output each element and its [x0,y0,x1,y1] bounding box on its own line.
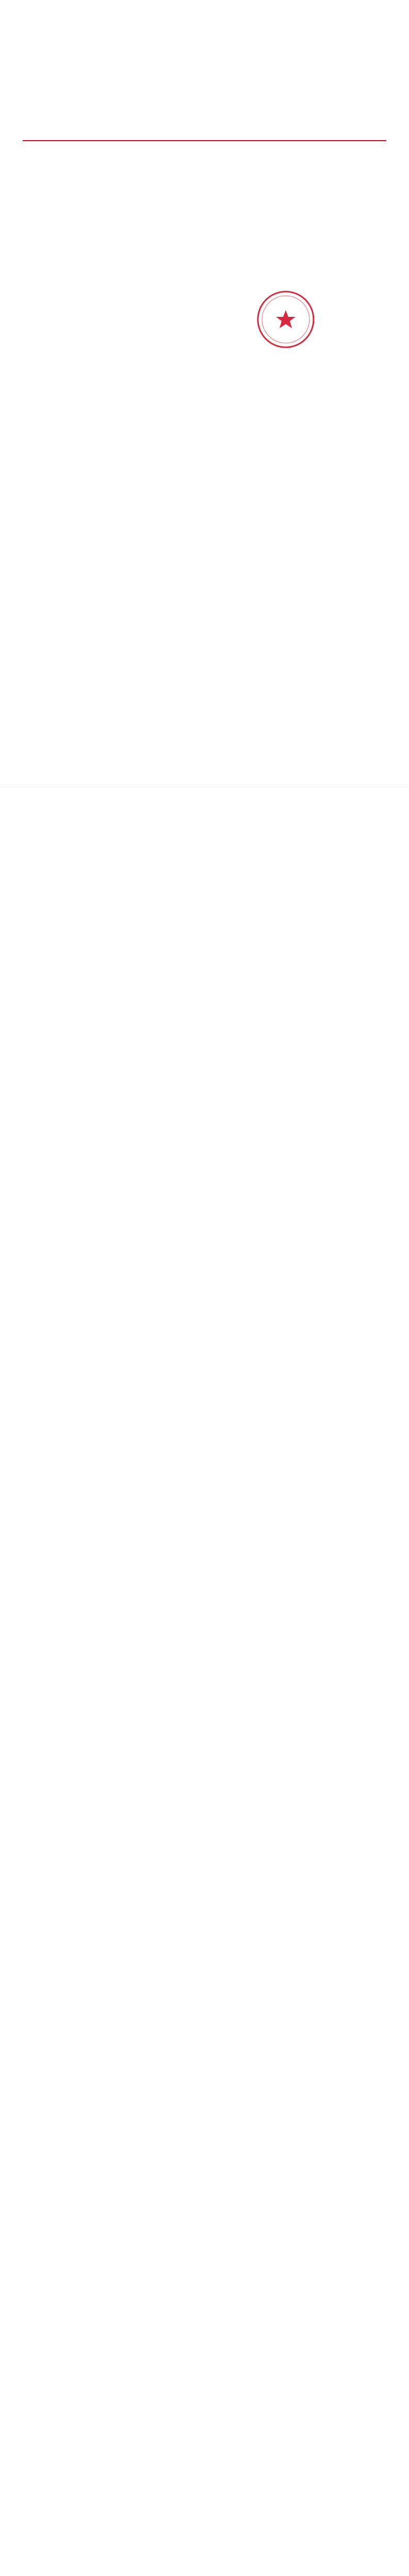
chapter-heading [36,1081,371,1092]
article-paragraph [36,1329,371,1341]
red-separator-line [23,140,386,141]
article-paragraph [36,1151,371,1162]
article-paragraph [36,1382,371,1393]
notice-title [46,155,363,170]
article-paragraph [36,1168,371,1180]
article-paragraph [36,1277,371,1288]
article-paragraph [36,1043,371,1054]
notice-body-paragraph [36,205,371,236]
chapter-heading [36,920,371,931]
chapter-heading [36,1242,371,1253]
article-paragraph [36,990,371,1002]
article-paragraph [36,1221,371,1232]
document-masthead [21,75,388,98]
article-paragraph [36,973,371,984]
rules-title [46,859,363,875]
article-paragraph [36,1060,371,1072]
article-paragraph [36,1259,371,1270]
official-seal-icon [255,289,317,350]
article-paragraph [36,1008,371,1019]
article-paragraph [36,1133,371,1145]
article-paragraph [36,1098,371,1110]
article-paragraph [36,1312,371,1323]
notice-salutation [36,192,371,201]
article-paragraph [36,938,371,949]
article-paragraph [36,1364,371,1376]
article-paragraph [36,1116,371,1127]
article-paragraph [36,1204,371,1215]
notice-page [0,0,409,787]
document-number [21,127,388,135]
article-paragraph [36,1347,371,1358]
article-paragraph [36,1294,371,1306]
rules-content [36,911,371,1399]
article-paragraph [36,955,371,967]
article-paragraph [36,1025,371,1037]
rules-page [0,787,409,2576]
article-paragraph [36,1186,371,1197]
